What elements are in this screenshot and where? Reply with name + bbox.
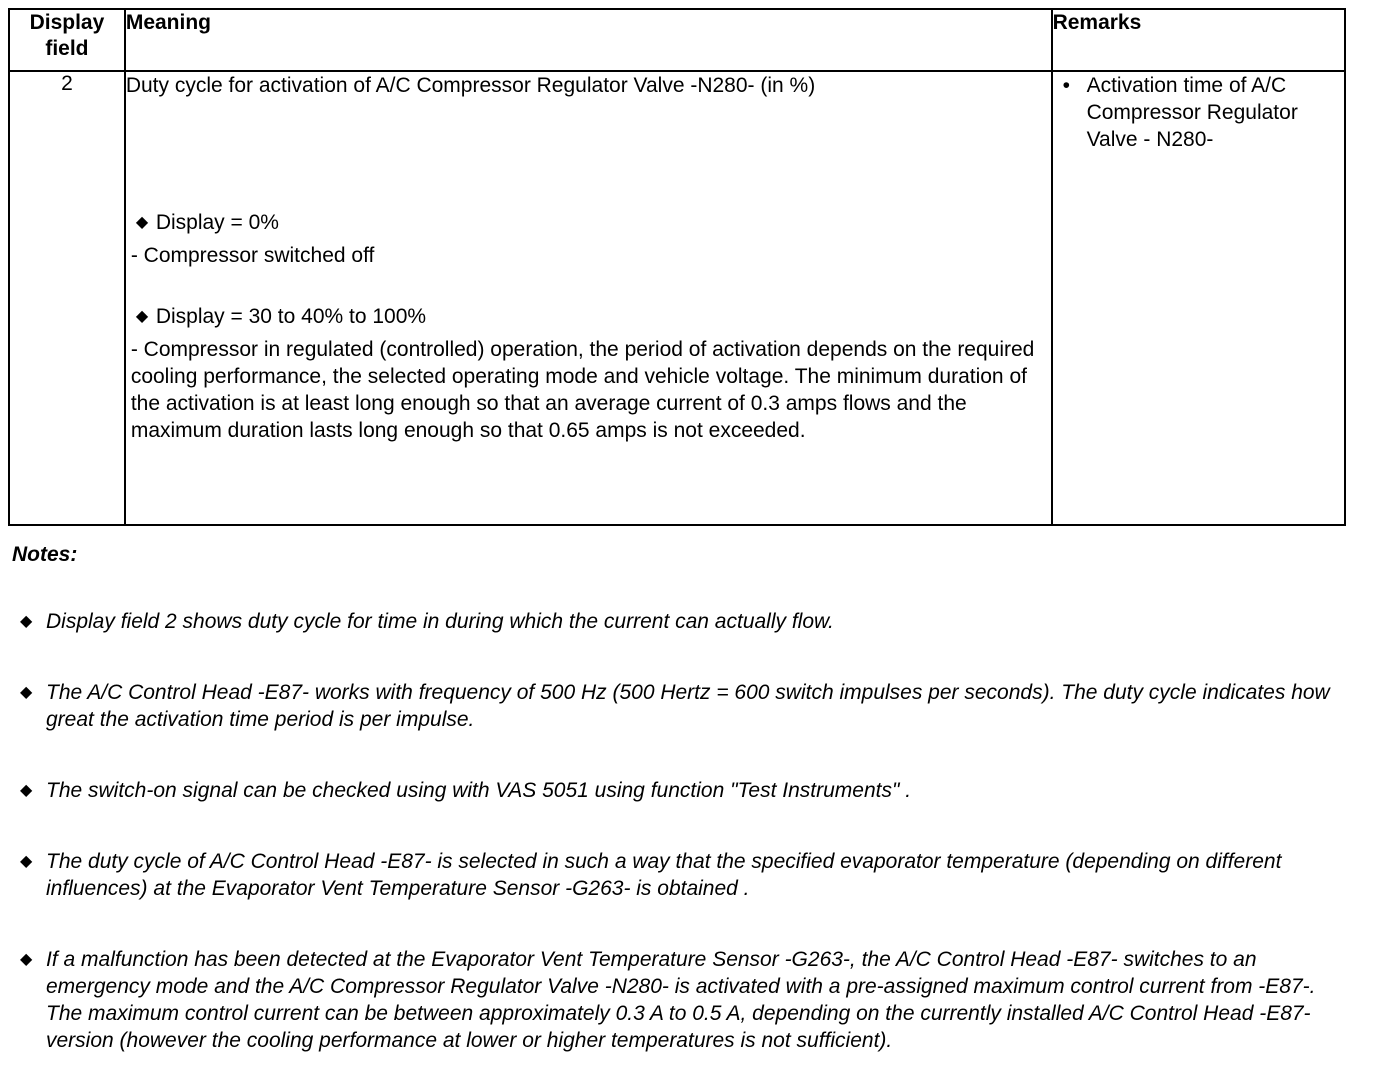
diamond-bullet-icon: ◆ <box>135 214 149 231</box>
table-header-row <box>9 9 1345 71</box>
display-field-table <box>8 8 1346 526</box>
note-text: Display field 2 shows duty cycle for time in during which the current can actually flow. <box>46 610 834 633</box>
notes-title: Notes: <box>12 543 78 566</box>
display-value-item <box>136 303 1051 330</box>
meaning-title: Duty cycle for activation of A/C Compressor Regulator Valve -N280- (in %) <box>125 74 816 97</box>
diamond-bullet-icon: ◆ <box>135 308 149 325</box>
remarks-list <box>1053 72 1344 153</box>
diamond-bullet-icon: ◆ <box>20 684 33 701</box>
note-item <box>12 848 1352 902</box>
note-item <box>12 777 1352 804</box>
diamond-bullet-icon: ◆ <box>20 613 33 630</box>
display-value-detail: - Compressor switched off <box>130 244 375 267</box>
cell-display-field: 2 <box>9 71 125 525</box>
header-meaning: Meaning <box>125 9 1052 71</box>
diamond-bullet-icon: ◆ <box>20 853 33 870</box>
cell-meaning <box>125 71 1052 525</box>
display-value-text: Display = 0% <box>155 211 279 234</box>
display-value-detail: - Compressor in regulated (controlled) operation, the period of activation depends on the required cooling performance, the selected operating mode and vehicle voltage. The minimum duration of the activation is at least long enough so that an average current of 0.3 amps flows and the maximum duration lasts long enough so that 0.65 amps is not exceeded. <box>130 338 1035 442</box>
remarks-item <box>1053 72 1344 153</box>
diamond-bullet-icon: ◆ <box>20 951 33 968</box>
table-row <box>9 71 1345 525</box>
remarks-text: Activation time of A/C Compressor Regulator Valve - N280- <box>1086 74 1298 151</box>
header-display-field: Display field <box>9 9 125 71</box>
diamond-bullet-icon: ◆ <box>20 782 33 799</box>
note-text: The switch-on signal can be checked using with VAS 5051 using function "Test Instruments" . <box>46 779 912 802</box>
cell-remarks <box>1052 71 1345 525</box>
display-value-item <box>136 209 1051 236</box>
note-item <box>12 608 1352 635</box>
header-remarks: Remarks <box>1052 9 1345 71</box>
dot-bullet-icon: • <box>1062 74 1070 97</box>
note-text: The duty cycle of A/C Control Head -E87- is selected in such a way that the specified evaporator temperature (depending on different influences) at the Evaporator Vent Temperature Sensor -G263- is obtained . <box>46 850 1282 900</box>
display-value-text: Display = 30 to 40% to 100% <box>155 305 427 328</box>
note-text: If a malfunction has been detected at the Evaporator Vent Temperature Sensor -G263-, the A/C Control Head -E87- switches to an emergency mode and the A/C Compressor Regulator Valve -N280- is activated with a pre-assigned maximum control current from -E87-. The maximum control current can be between approximately 0.3 A to 0.5 A, depending on the currently installed A/C Control Head -E87- version (however the cooling performance at lower or higher temperatures is not sufficient). <box>46 948 1316 1052</box>
notes-section <box>12 541 1352 1054</box>
note-item <box>12 679 1352 733</box>
note-text: The A/C Control Head -E87- works with frequency of 500 Hz (500 Hertz = 600 switch impulses per seconds). The duty cycle indicates how great the activation time period is per impulse. <box>46 681 1330 731</box>
note-item <box>12 946 1352 1054</box>
